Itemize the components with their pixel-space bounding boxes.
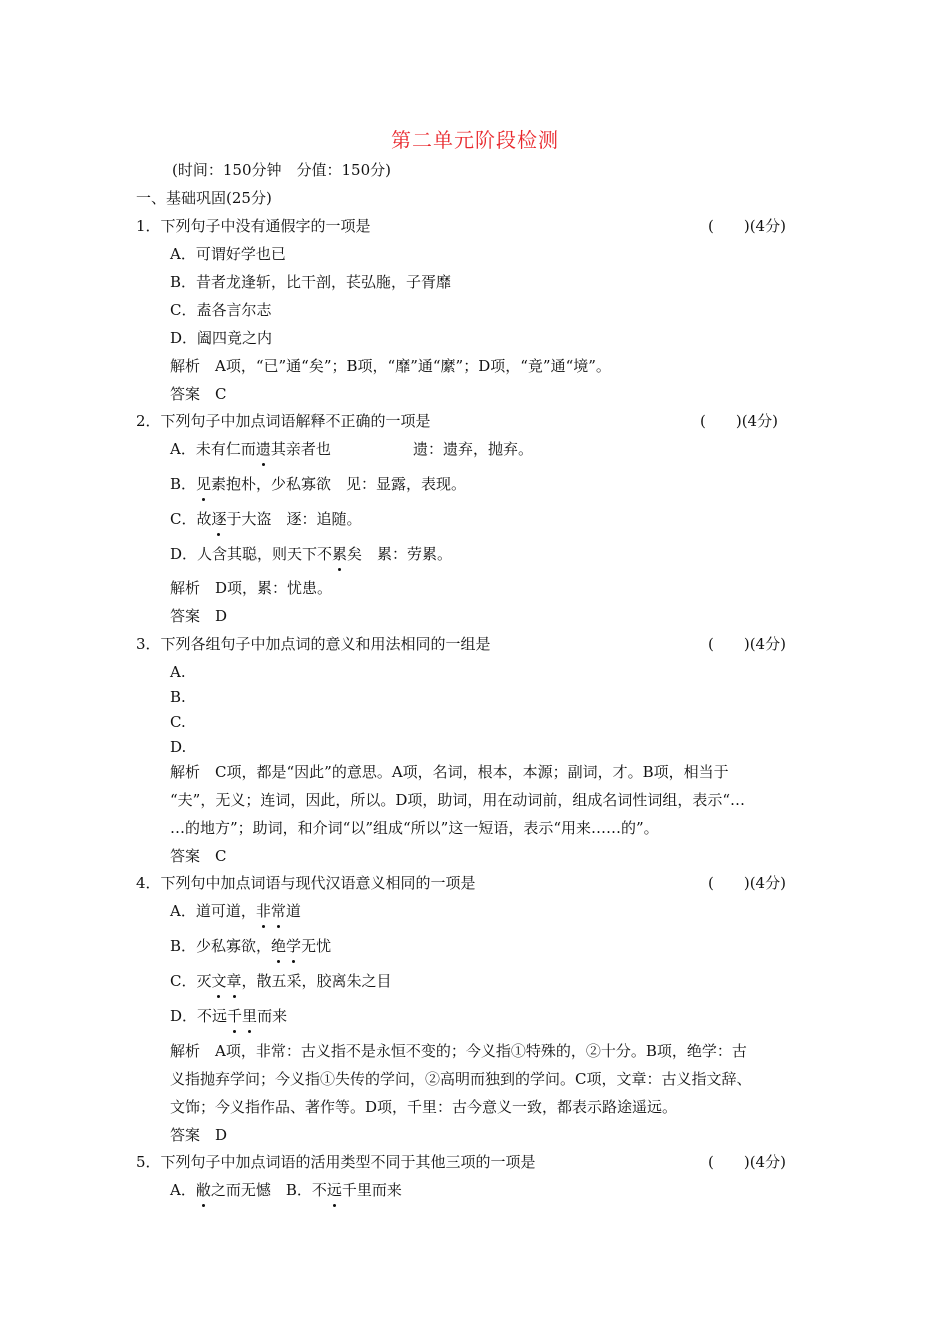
q2-b-dotted-word: 见: [196, 475, 212, 493]
q4-stem: 4．下列句中加点词语与现代汉语意义相同的一项是: [136, 874, 476, 892]
q2-analysis: 解析 D项，累：忧患。: [170, 579, 333, 597]
q2-a-text-end: 其亲者也: [270, 440, 331, 458]
q4-option-b: [170, 936, 331, 956]
q4-d-dotted-2: 里: [242, 1007, 258, 1025]
q4-analysis-line1: 解析 A项，非常：古义指不是永恒不变的；今义指①特殊的，②十分。B项，绝学：古: [170, 1042, 747, 1060]
q5-b-text-end: 千里而来: [341, 1181, 402, 1199]
q4-d-dotted-1: 千: [227, 1007, 243, 1025]
q5-ab-text: 之而无憾 B．不: [210, 1181, 327, 1199]
q3-analysis-line1: 解析 C项，都是“因此”的意思。A项，名词，根本，本源；副词，才。B项，相当于: [170, 763, 729, 781]
q1-analysis: 解析 A项，“已”通“矣”；B项，“靡”通“縻”；D项，“竟”通“境”。: [170, 357, 611, 375]
q2-option-c: [170, 509, 362, 529]
q2-stem: 2．下列句子中加点词语解释不正确的一项是: [136, 412, 431, 430]
q4-analysis-line3: 文饰；今义指作品、著作等。D项，千里：古今意义一致，都表示路途遥远。: [170, 1098, 678, 1116]
q4-c-text-end: ，散五采，胶离朱之目: [241, 972, 392, 990]
q2-b-label: B．: [170, 475, 197, 493]
q5-a-dotted-word: 敝: [195, 1181, 211, 1199]
q3-option-b: B.: [170, 688, 186, 706]
q2-a-text: A．未有仁而: [170, 440, 256, 458]
q4-analysis-line2: 义指抛弃学问；今义指①失传的学问，②高明而独到的学问。C项，文章：古义指文辞、: [170, 1070, 752, 1088]
q2-answer: 答案 D: [170, 607, 228, 625]
q4-d-text-end: 而来: [257, 1007, 288, 1025]
q2-c-text-end: 于大盗 逐：追随。: [226, 510, 362, 528]
q4-option-d: [170, 1006, 287, 1026]
q1-option-a: A．可谓好学也已: [170, 245, 286, 263]
q4-a-text: A．道可道，: [170, 902, 256, 920]
q4-option-c: [170, 971, 392, 991]
q5-options-ab: [170, 1180, 402, 1200]
q2-c-text: C．故: [170, 510, 212, 528]
q4-b-text-end: 无忧: [301, 937, 332, 955]
q4-b-text: B．少私寡欲，: [170, 937, 272, 955]
q2-d-text: D．人含其聪，则天下不: [170, 545, 333, 563]
q2-d-dotted-word: 累: [332, 545, 348, 563]
q4-mark: ( )(4分): [708, 874, 786, 892]
q2-d-text-end: 矣 累：劳累。: [347, 545, 453, 563]
q4-option-a: [170, 901, 301, 921]
q4-d-text: D．不远: [170, 1007, 228, 1025]
section-heading: 一、基础巩固(25分): [136, 189, 272, 207]
q4-answer: 答案 D: [170, 1126, 228, 1144]
q4-a-dotted-2: 常: [270, 902, 286, 920]
q3-option-a: A.: [170, 663, 186, 681]
q3-analysis-line3: …的地方”；助词，和介词“以”组成“所以”这一短语，表示“用来……的”。: [170, 819, 659, 837]
q3-answer: 答案 C: [170, 847, 227, 865]
q5-mark: ( )(4分): [708, 1153, 786, 1171]
exam-meta: (时间：150分钟 分值：150分): [172, 161, 391, 179]
q2-b-text: 素抱朴，少私寡欲 见：显露，表现。: [211, 475, 467, 493]
q2-mark: ( )(4分): [700, 412, 778, 430]
q2-option-d: [170, 544, 452, 564]
q3-option-d: D.: [170, 738, 187, 756]
q5-a-label: A．: [170, 1181, 196, 1199]
q3-mark: ( )(4分): [708, 635, 786, 653]
q4-a-dotted-1: 非: [255, 902, 271, 920]
q1-option-c: C．盍各言尔志: [170, 301, 272, 319]
q3-option-c: C.: [170, 713, 186, 731]
q1-answer: 答案 C: [170, 385, 227, 403]
page-title: 第二单元阶段检测: [391, 128, 559, 152]
q4-c-dotted-2: 章: [226, 972, 242, 990]
q4-c-dotted-1: 文: [211, 972, 227, 990]
q5-b-dotted-word: 远: [326, 1181, 342, 1199]
q2-c-dotted-word: 逐: [211, 510, 227, 528]
q4-b-dotted-1: 绝: [271, 937, 287, 955]
q5-stem: 5．下列句子中加点词语的活用类型不同于其他三项的一项是: [136, 1153, 536, 1171]
q4-a-text-end: 道: [285, 902, 301, 920]
q1-option-d: D．阖四竟之内: [170, 329, 273, 347]
q1-stem: 1．下列句子中没有通假字的一项是: [136, 217, 371, 235]
q4-c-text: C．灭: [170, 972, 212, 990]
q3-analysis-line2: “夫”，无义；连词，因此，所以。D项，助词，用在动词前，组成名词性词组，表示“…: [170, 791, 746, 809]
q4-b-dotted-2: 学: [286, 937, 302, 955]
q1-option-b: B．昔者龙逢斩，比干剖，苌弘胣，子胥靡: [170, 273, 452, 291]
q2-option-a: [170, 439, 331, 459]
q1-mark: ( )(4分): [708, 217, 786, 235]
q3-stem: 3．下列各组句子中加点词的意义和用法相同的一组是: [136, 635, 491, 653]
q2-a-dotted-word: 遗: [255, 440, 271, 458]
q2-option-b: [170, 474, 466, 494]
q2-a-gloss: 遗：遗弃，抛弃。: [413, 440, 534, 458]
